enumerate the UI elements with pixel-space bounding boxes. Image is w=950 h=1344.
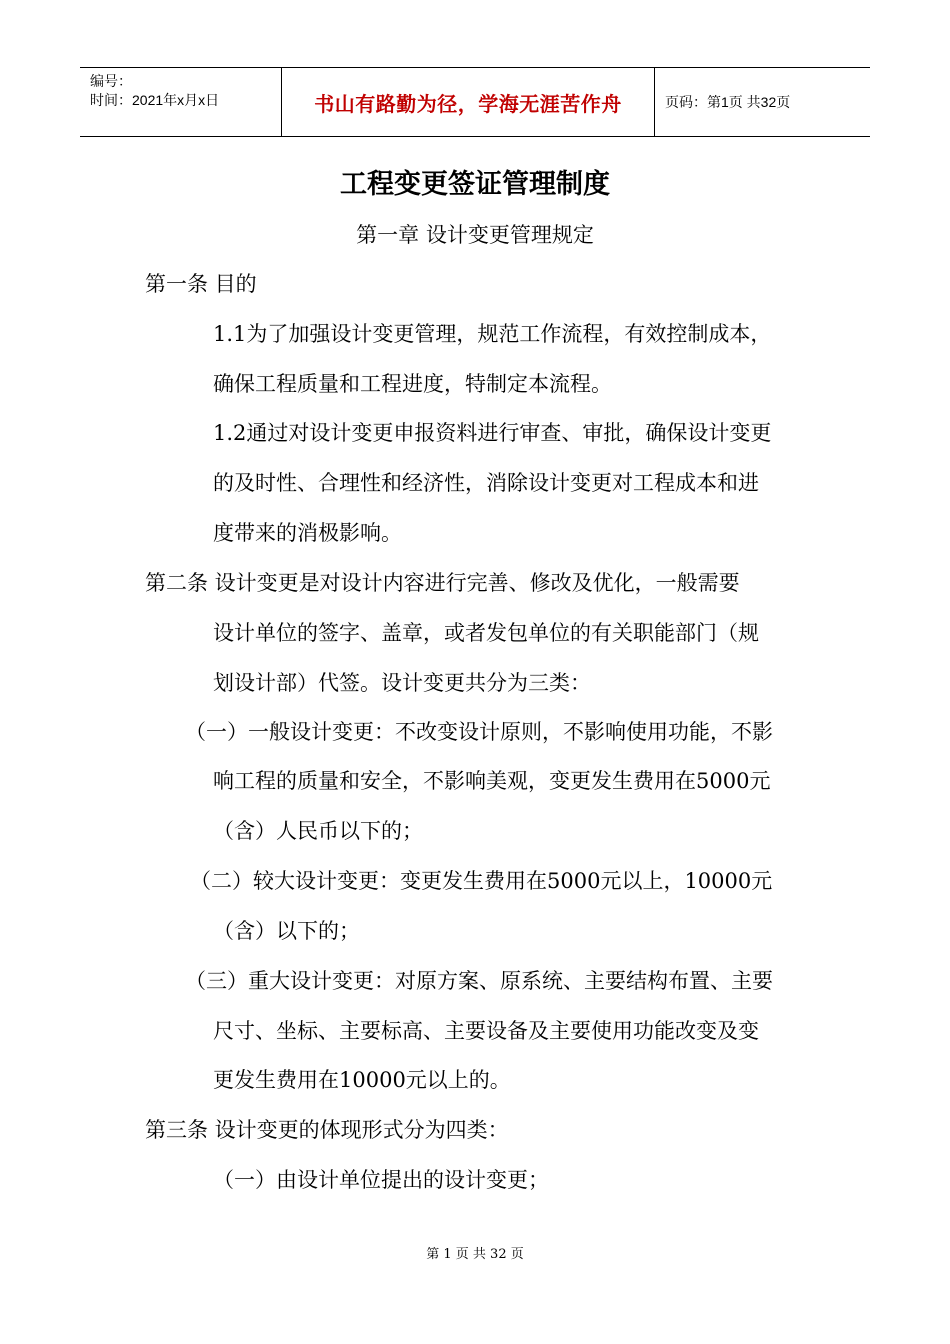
article-3-heading: 第三条 设计变更的体现形式分为四类： [145,1118,509,1142]
chapter-heading: 第一章 设计变更管理规定 [356,223,594,247]
body-line: 划设计部）代签。设计变更共分为三类： [213,671,591,695]
page-footer: 第 1 页 共 32 页 [426,1247,524,1262]
body-line: （含）以下的； [213,919,360,943]
page-header [80,67,870,137]
list-item-major-change: （二）较大设计变更：变更发生费用在5000元以上，10000元 [190,869,773,893]
number-label: 编号： [90,73,132,89]
body-line: 响工程的质量和安全，不影响美观，变更发生费用在5000元 [213,769,771,793]
header-page-label: 页码：第1页 共32页 [665,94,791,110]
body-line: 设计单位的签字、盖章，或者发包单位的有关职能部门（规 [213,621,759,645]
body-line: 更发生费用在10000元以上的。 [213,1068,511,1092]
body-line: 的及时性、合理性和经济性，消除设计变更对工程成本和进 [213,471,759,495]
list-item-general-change: （一）一般设计变更：不改变设计原则，不影响使用功能，不影 [185,720,773,744]
list-item-significant-change: （三）重大设计变更：对原方案、原系统、主要结构布置、主要 [185,969,773,993]
body-line: （含）人民币以下的； [213,819,423,843]
article-1-heading: 第一条 目的 [145,272,257,296]
document-title: 工程变更签证管理制度 [340,169,610,200]
list-item-design-unit: （一）由设计单位提出的设计变更； [213,1168,549,1192]
body-line: 度带来的消极影响。 [213,521,402,545]
header-motto: 书山有路勤为径，学海无涯苦作舟 [282,68,655,136]
body-line: 尺寸、坐标、主要标高、主要设备及主要使用功能改变及变 [213,1019,759,1043]
body-line: 1.1为了加强设计变更管理，规范工作流程，有效控制成本， [213,322,772,346]
body-line: 确保工程质量和工程进度，特制定本流程。 [213,372,612,396]
article-2-heading: 第二条 设计变更是对设计内容进行完善、修改及优化，一般需要 [145,571,740,595]
time-label: 时间：2021年x月x日 [90,92,220,108]
body-line: 1.2通过对设计变更申报资料进行审查、审批，确保设计变更 [213,421,772,445]
header-info-cell [80,68,282,136]
